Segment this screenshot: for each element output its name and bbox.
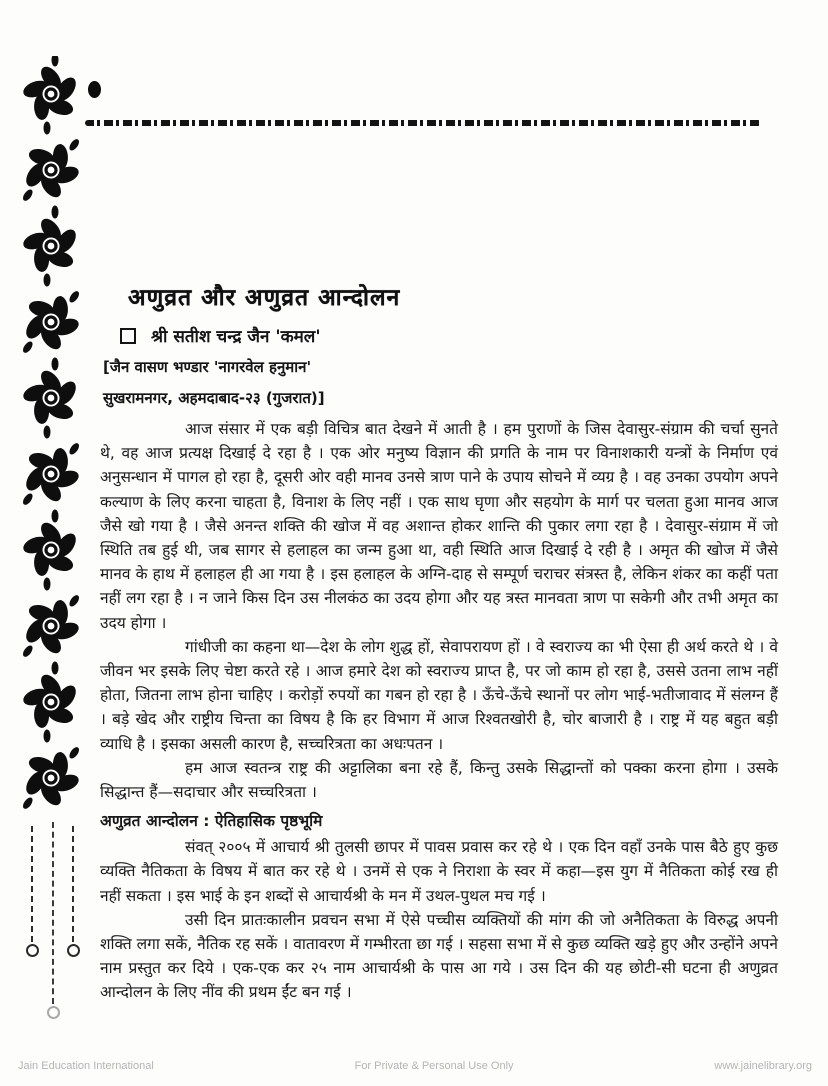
author-line — [120, 324, 400, 347]
section-heading: अणुव्रत आन्दोलन : ऐतिहासिक पृष्ठभूमि — [100, 812, 323, 831]
affiliation-line-1: [जैन वासण भण्डार 'नागरवेल हनुमान' — [103, 358, 312, 376]
page-footer — [0, 1060, 828, 1072]
tassel-line-icon — [52, 822, 54, 1004]
article-body — [100, 417, 778, 1005]
footer-left-text: Jain Education International — [18, 1060, 154, 1072]
dash-dot-divider — [85, 120, 761, 126]
footer-right-text: www.jainelibrary.org — [714, 1060, 812, 1072]
footer-center-text: For Private & Personal Use Only — [354, 1060, 514, 1072]
paragraph-1: आज संसार में एक बड़ी विचित्र बात देखने में आती है । हम पुराणों के जिस देवासुर-संग्राम की चर्चा सुनते थे, वह आज प्रत्यक्ष दिखाई दे रहा है । एक ओर मनुष्य विज्ञान की प्रगति के नाम पर विनाशकारी यन्त्रों के निर्माण एवं अनुसन्धान में पागल हो रहा है, दूसरी ओर वही मानव उनसे त्राण पाने के उपाय सोचने में व्यग्र है । वह उनका उपयोग अपने कल्याण के लिए करना चाहता है, विनाश के लिए नहीं । एक साथ घृणा और सहयोग के मार्ग पर चलता हुआ मानव आज जैसे खो गया है । जैसे अनन्त शक्ति की खोज में वह अशान्त होकर शान्ति की पुकार लगा रहा है । देवासुर-संग्राम में जो स्थिति तब हुई थी, जब सागर से हलाहल का जन्म हुआ था, वही स्थिति आज दिखाई दे रही है । अमृत की खोज में जैसे मानव के हाथ में हलाहल ही आ गया है । इस हलाहल के अग्नि-दाह से सम्पूर्ण चराचर संत्रस्त है, लेकिन शंकर का कहीं पता नहीं लग रहा है । न जाने किस दिन उस नीलकंठ का उदय होगा और यह त्रस्त मानवता त्राण पा सकेगी और तभी अमृत का उदय होगा । — [100, 420, 778, 632]
title-block — [100, 281, 400, 409]
paragraph-4: संवत् २००५ में आचार्य श्री तुलसी छापर में पावस प्रवास कर रहे थे । एक दिन वहाँ उनके पास बैठे हुए कुछ व्यक्ति नैतिकता के विषय में बात कर रहे थे । उनमें से एक ने निराशा के स्वर में कहा—इस युग में नैतिकता कोई रख ही नहीं सकता । इस भाई के इन शब्दों से आचार्यश्री के मन में उथल-पुथल मच गई । — [100, 838, 778, 905]
rosette-border-icon — [21, 56, 81, 818]
tassel-line-icon — [72, 826, 74, 942]
article-title: अणुव्रत और अणुव्रत आन्दोलन — [128, 285, 401, 311]
tassel-ring-icon — [67, 944, 80, 957]
affiliation-line-2: सुखरामनगर, अहमदाबाद-२३ (गुजरात)] — [103, 389, 325, 407]
tassel-ring-icon — [47, 1006, 60, 1019]
square-bullet-icon — [120, 328, 136, 344]
tassel-line-icon — [31, 826, 33, 942]
paragraph-3: हम आज स्वतन्त्र राष्ट्र की अट्टालिका बना रहे हैं, किन्तु उसके सिद्धान्तों को पक्का करना होगा । उसके सिद्धान्त हैं—सदाचार और सच्चरित्रता । — [100, 758, 778, 802]
author-name: श्री सतीश चन्द्र जैन 'कमल' — [151, 327, 321, 347]
paragraph-5: उसी दिन प्रातःकालीन प्रवचन सभा में ऐसे पच्चीस व्यक्तियों की मांग की जो अनैतिकता के विरुद्ध अपनी शक्ति लगा सकें, नैतिक रह सकें । वातावरण में गम्भीरता छा गई । सहसा सभा में से कुछ व्यक्ति खड़े हुए और उन्होंने अपने नाम प्रस्तुत कर दिये । एक-एक कर २५ नाम आचार्यश्री के पास आ गये । उस दिन की यह छोटी-सी घटना ही अणुव्रत आन्दोलन के लिए नींव की प्रथम ईंट बन गई । — [100, 910, 778, 1002]
paragraph-2: गांधीजी का कहना था—देश के लोग शुद्ध हों, सेवापरायण हों । वे स्वराज्य का भी ऐसा ही अर्थ करते थे । वे जीवन भर इसके लिए चेष्टा करते रहे । आज हमारे देश को स्वराज्य प्राप्त है, पर जो काम हो रहा है, उससे उतना लाभ नहीं होता, जितना लाभ होना चाहिए । करोड़ों रुपयों का गबन हो रहा है । ऊँचे-ऊँचे स्थानों पर लोग भाई-भतीजावाद में संलग्न हैं । बड़े खेद और राष्ट्रीय चिन्ता का विषय है कि हर विभाग में आज रिश्वतखोरी है, चोर बाजारी है । राष्ट्र में यह बहुत बड़ी व्याधि है । इसका असली कारण है, सच्चरित्रता का अधःपतन । — [100, 637, 778, 753]
black-dot-icon — [88, 81, 101, 98]
tassel-ring-icon — [26, 944, 39, 957]
